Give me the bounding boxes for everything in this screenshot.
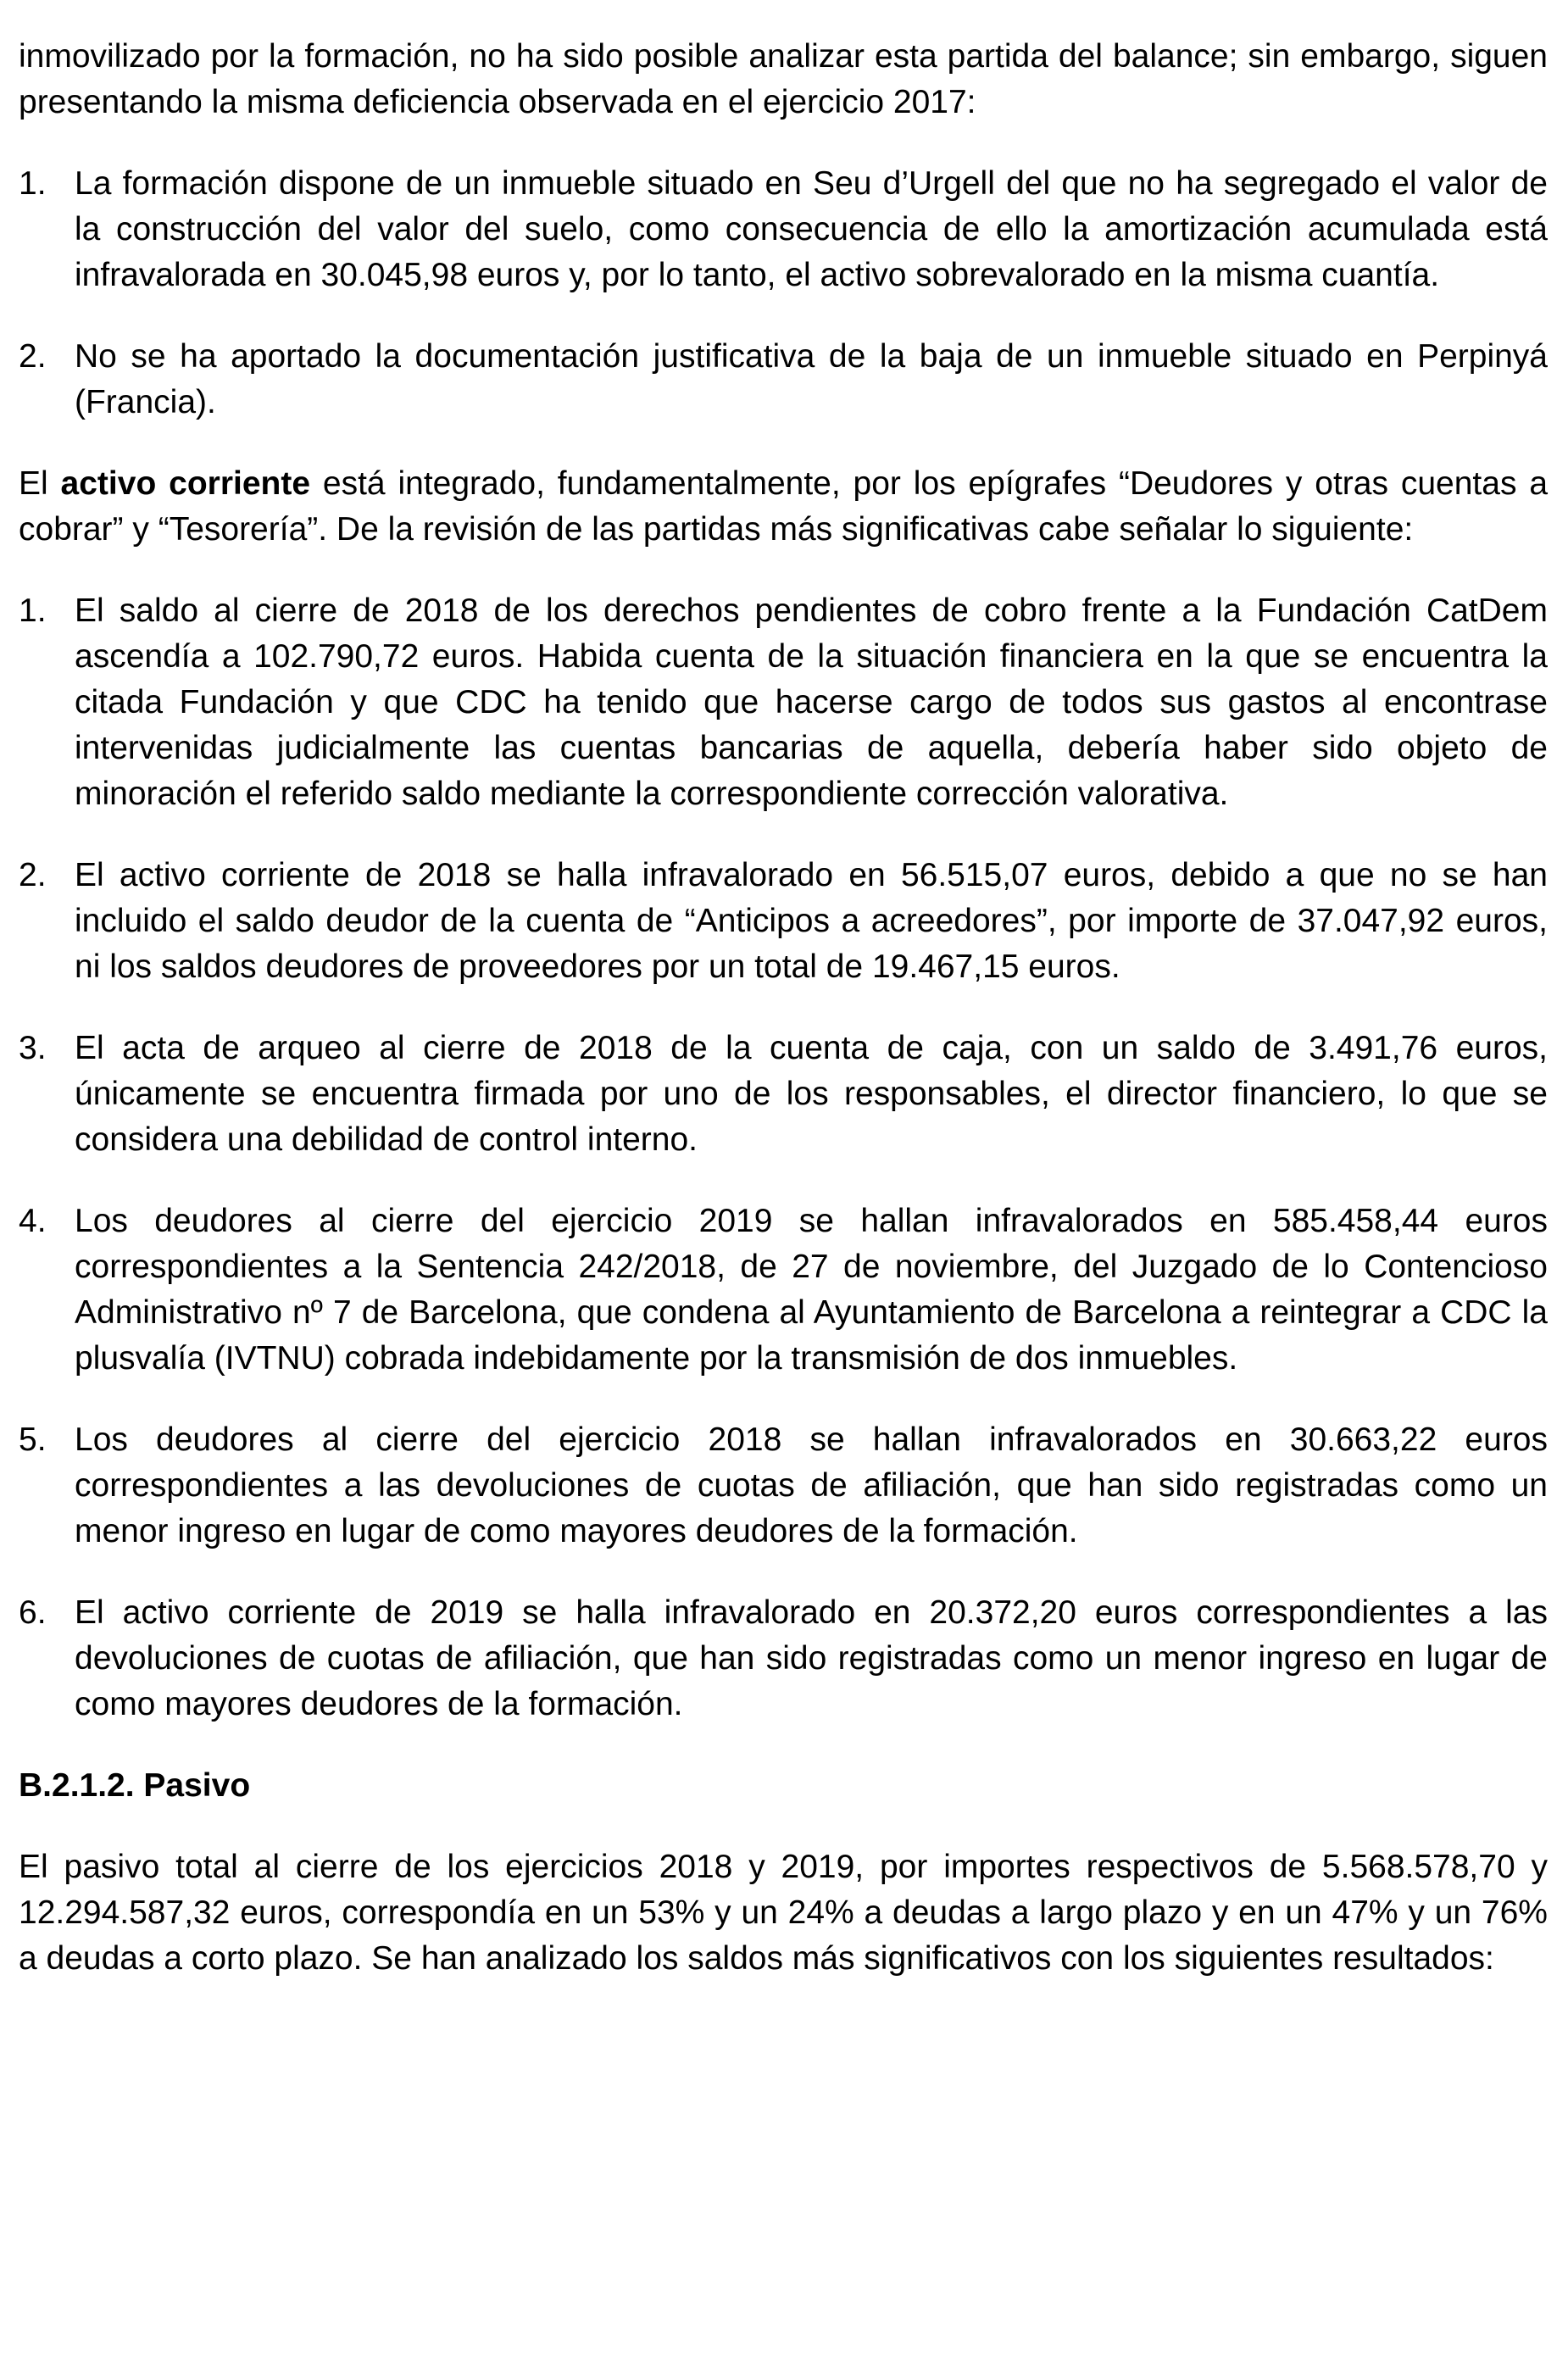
list-item — [19, 334, 1548, 426]
list-text: El activo corriente de 2019 se halla infravalorado en 20.372,20 euros correspondientes a las devoluciones de cuotas de afiliación, que han sido registradas como un menor ingreso en lugar de como mayores deudores de la formación. — [75, 1594, 1548, 1722]
current-assets-lead: El — [19, 465, 61, 502]
list-item — [19, 588, 1548, 817]
current-assets-bold-term: activo corriente — [60, 465, 311, 502]
list-number: 5. — [19, 1421, 47, 1458]
list-text: Los deudores al cierre del ejercicio 2019 se hallan infravalorados en 585.458,44 euros correspondientes a la Sentencia 242/2018, de 27 de noviembre, del Juzgado de lo Contencioso Administrativo nº 7 de Barcelona, que condena al Ayuntamiento de Barcelona a reintegrar a CDC la plusvalía (IVTNU) cobrada indebidamente por la transmisión de dos inmuebles. — [75, 1203, 1548, 1377]
list-number: 6. — [19, 1594, 47, 1631]
intro-paragraph: inmovilizado por la formación, no ha sido posible analizar esta partida del balance; sin embargo, siguen presentando la misma deficiencia observada en el ejercicio 2017: — [19, 38, 1548, 120]
list-number: 4. — [19, 1203, 47, 1239]
list-item — [19, 1590, 1548, 1727]
list-number: 1. — [19, 165, 47, 202]
list-number: 2. — [19, 338, 47, 375]
list-text: No se ha aportado la documentación justificativa de la baja de un inmueble situado en Perpinyá (Francia). — [75, 338, 1548, 420]
list-number: 1. — [19, 592, 47, 629]
document-page — [19, 34, 1548, 1982]
fixed-assets-list — [19, 161, 1548, 426]
list-text: La formación dispone de un inmueble situado en Seu d’Urgell del que no ha segregado el valor de la construcción del valor del suelo, como consecuencia de ello la amortización acumulada está infravalorada en 30.045,98 euros y, por lo tanto, el activo sobrevalorado en la misma cuantía. — [75, 165, 1548, 293]
list-item — [19, 1417, 1548, 1555]
list-item — [19, 853, 1548, 990]
current-assets-paragraph — [19, 461, 1548, 553]
liabilities-paragraph: El pasivo total al cierre de los ejercicios 2018 y 2019, por importes respectivos de 5.568.578,70 y 12.294.587,32 euros, correspondía en un 53% y un 24% a deudas a largo plazo y en un 47% y un 76% a deudas a corto plazo. Se han analizado los saldos más significativos con los siguientes resultados: — [19, 1849, 1548, 1977]
current-assets-rest: está integrado, fundamentalmente, por los epígrafes “Deudores y otras cuentas a cobrar” y “Tesorería”. De la revisión de las partidas más significativas cabe señalar lo siguiente: — [19, 465, 1549, 548]
list-item — [19, 1199, 1548, 1382]
list-item — [19, 1026, 1548, 1163]
list-text: El saldo al cierre de 2018 de los derechos pendientes de cobro frente a la Fundación CatDem ascendía a 102.790,72 euros. Habida cuenta de la situación financiera en la que se encuentra la citada Fundación y que CDC ha tenido que hacerse cargo de todos sus gastos al encontrase intervenidas judicialmente las cuentas bancarias de aquella, debería haber sido objeto de minoración el referido saldo mediante la correspondiente corrección valorativa. — [75, 592, 1548, 812]
list-text: Los deudores al cierre del ejercicio 2018 se hallan infravalorados en 30.663,22 euros correspondientes a las devoluciones de cuotas de afiliación, que han sido registradas como un menor ingreso en lugar de como mayores deudores de la formación. — [75, 1421, 1548, 1549]
list-text: El activo corriente de 2018 se halla infravalorado en 56.515,07 euros, debido a que no se han incluido el saldo deudor de la cuenta de “Anticipos a acreedores”, por importe de 37.047,92 euros, ni los saldos deudores de proveedores por un total de 19.467,15 euros. — [75, 857, 1548, 985]
list-number: 3. — [19, 1030, 47, 1066]
current-assets-list — [19, 588, 1548, 1727]
list-item — [19, 161, 1548, 298]
list-text: El acta de arqueo al cierre de 2018 de la cuenta de caja, con un saldo de 3.491,76 euros, únicamente se encuentra firmada por uno de los responsables, el director financiero, lo que se considera una debilidad de control interno. — [75, 1030, 1548, 1158]
section-heading: B.2.1.2. Pasivo — [19, 1767, 251, 1804]
list-number: 2. — [19, 857, 47, 893]
